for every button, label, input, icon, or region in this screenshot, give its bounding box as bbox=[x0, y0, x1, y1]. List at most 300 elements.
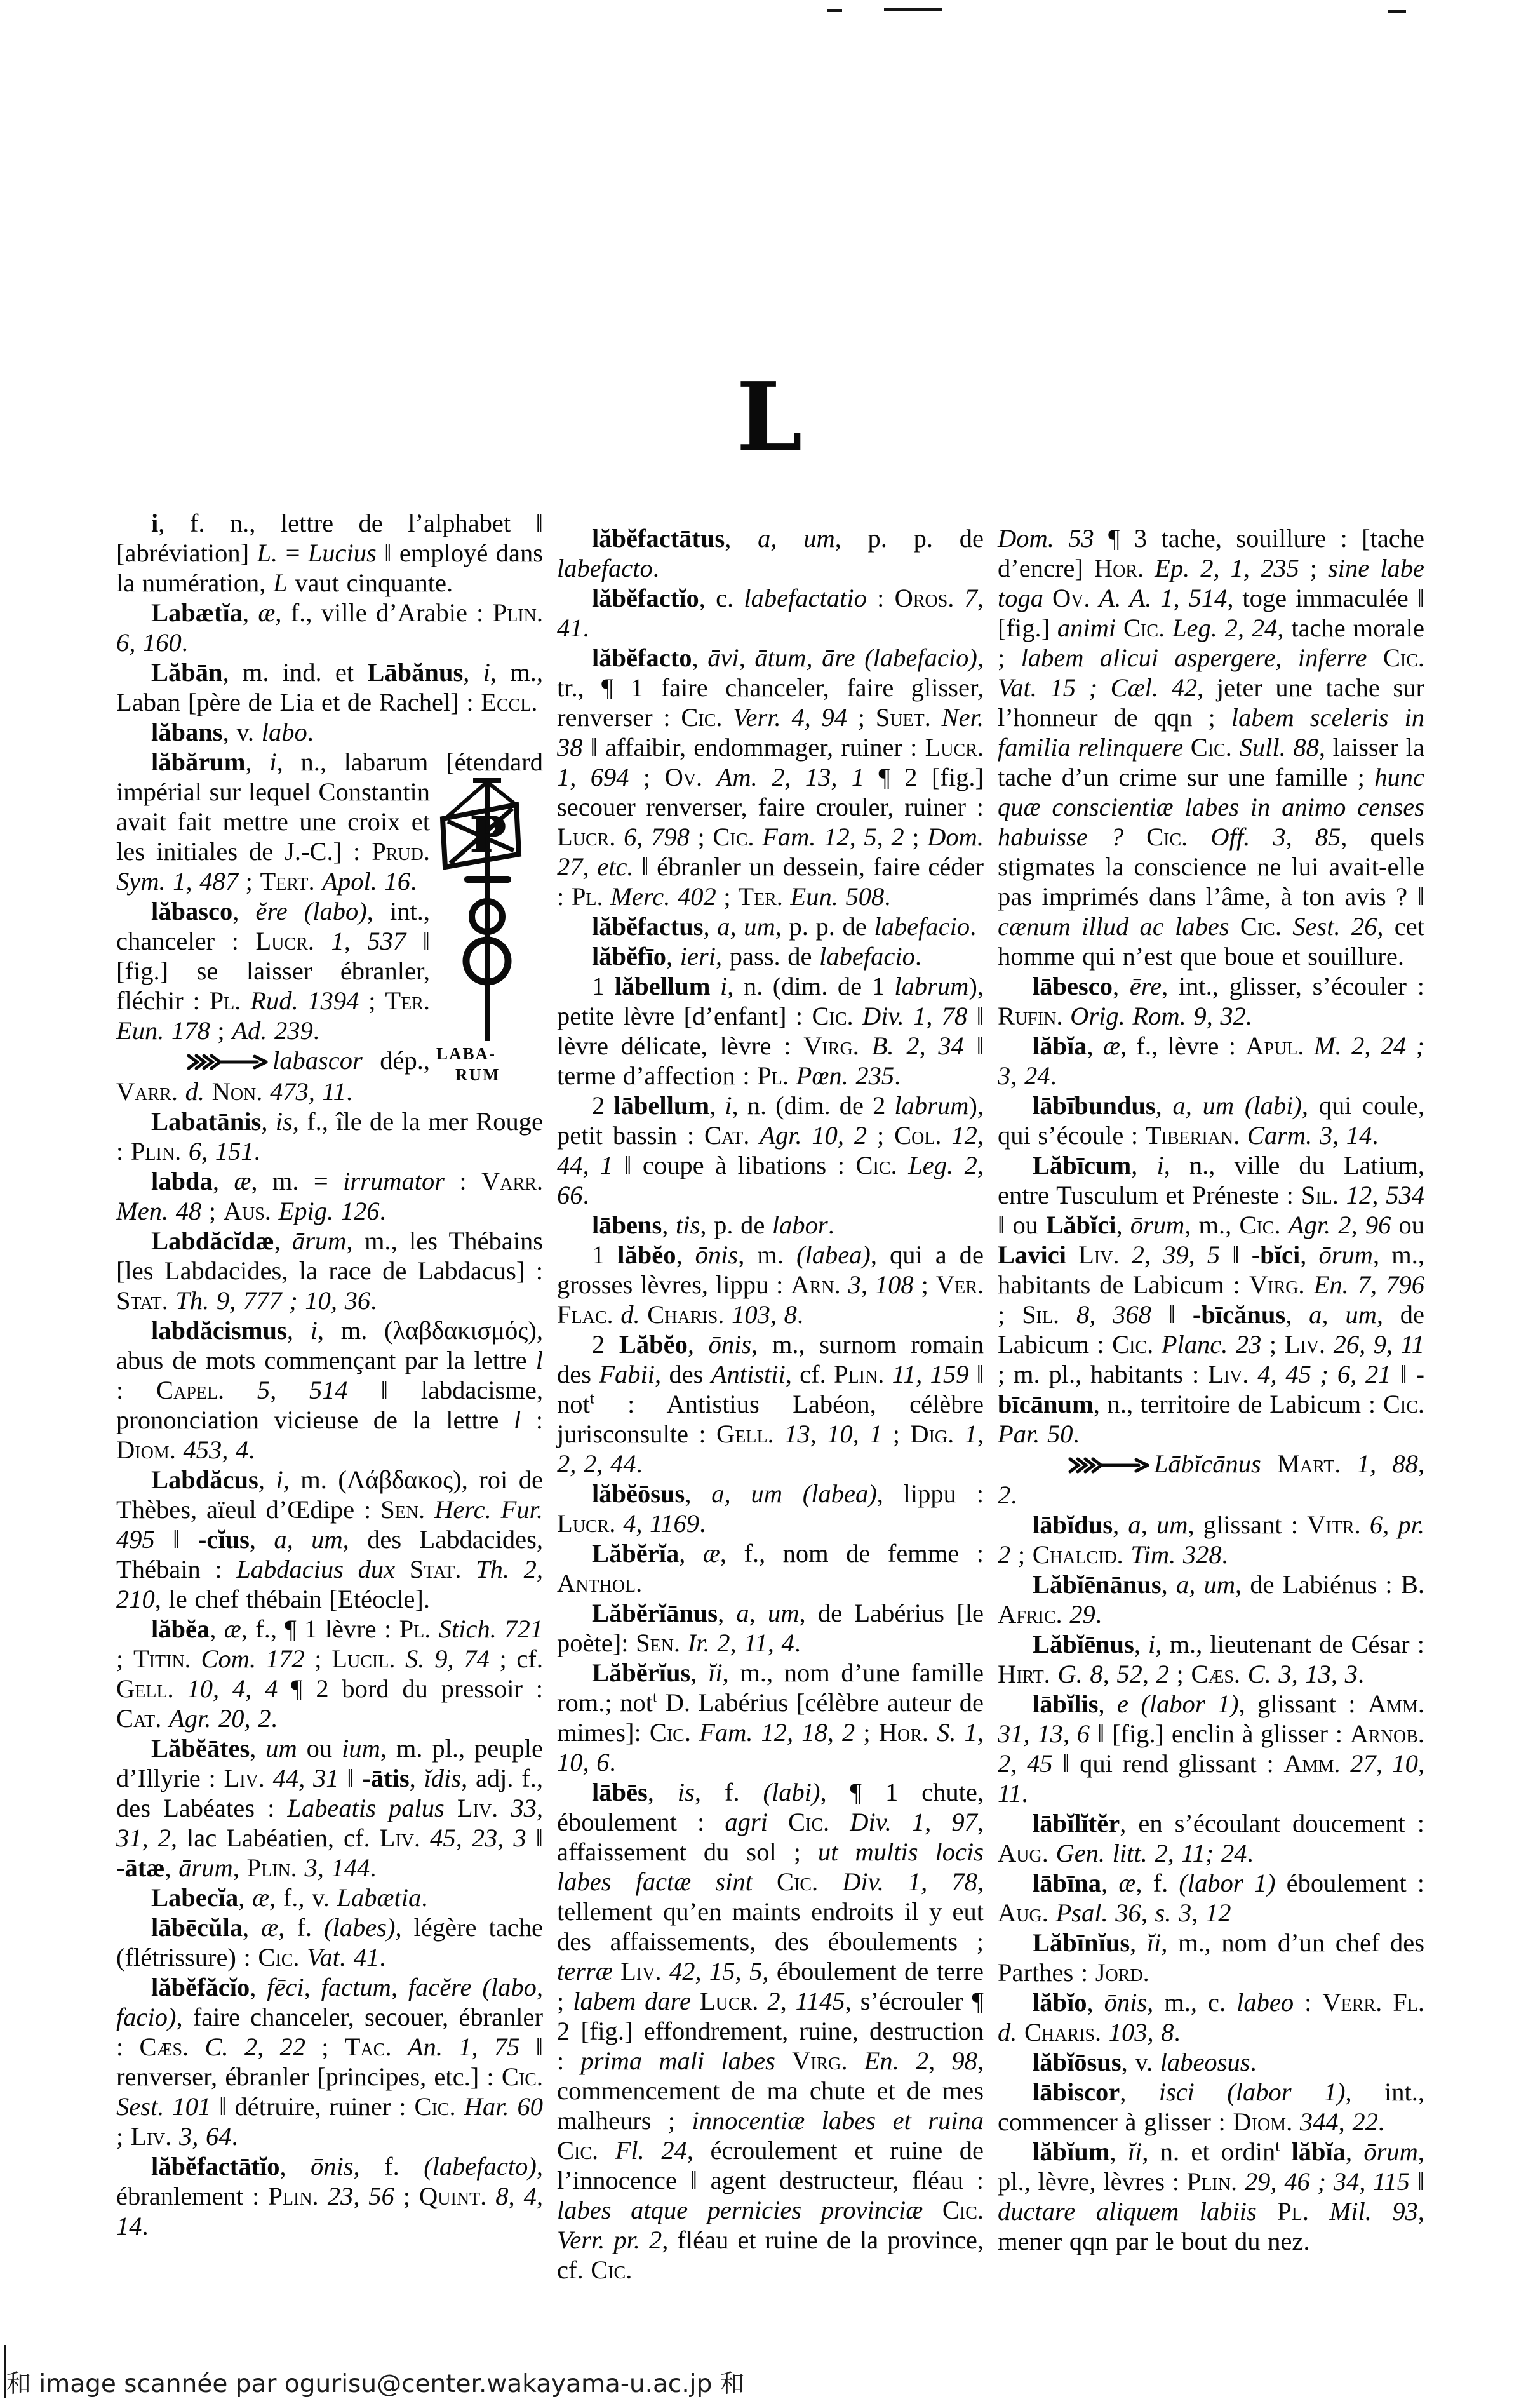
derived-form-arrow-icon bbox=[1033, 1450, 1150, 1480]
text-run bbox=[271, 1197, 279, 1225]
text-run bbox=[1237, 2167, 1245, 2196]
text-run: , glissant : bbox=[1188, 1510, 1308, 1539]
text-run bbox=[1361, 1510, 1370, 1539]
text-run: Mil. 93 bbox=[1329, 2197, 1418, 2226]
text-run: L. bbox=[257, 539, 278, 567]
text-run: , affaissement du sol ; bbox=[557, 1808, 984, 1866]
text-run: hunc quæ conscientiæ labes in animo censes habuisse ? bbox=[998, 763, 1424, 851]
text-run: 1, 88, 2 bbox=[998, 1449, 1425, 1509]
text-run: Com. 172 bbox=[201, 1644, 305, 1673]
text-run bbox=[775, 2046, 792, 2075]
text-run: , int., chanceler : bbox=[116, 897, 430, 955]
text-run bbox=[300, 1943, 307, 1972]
text-run: æ bbox=[261, 1913, 279, 1942]
text-run: Pl. bbox=[571, 882, 603, 911]
text-run bbox=[1240, 1660, 1248, 1688]
text-run: , bbox=[725, 524, 758, 553]
text-run bbox=[854, 1002, 862, 1030]
text-run: ōnis bbox=[695, 1240, 739, 1269]
text-run: Ep. 2, 1, 235 bbox=[1155, 554, 1299, 582]
dictionary-entry bbox=[998, 1150, 1424, 1449]
text-run bbox=[723, 703, 733, 732]
text-run: , lippu : bbox=[876, 1479, 984, 1508]
text-run bbox=[204, 1077, 212, 1106]
text-run: ōnis bbox=[1104, 1988, 1148, 2017]
text-run: , m., les Thébains [les Labdacides, la race de Labdacus] : bbox=[116, 1227, 544, 1285]
text-run bbox=[1341, 1449, 1357, 1478]
text-run: ĭi bbox=[708, 1658, 723, 1687]
text-run: Lucr. bbox=[557, 1509, 616, 1538]
text-run: tis bbox=[676, 1211, 700, 1239]
text-run: , m., Laban [père de Lia et de Rachel] : bbox=[116, 658, 544, 716]
text-run: , bbox=[250, 1734, 266, 1763]
text-run: lăbĕfactātus bbox=[592, 524, 725, 553]
text-run: a, um bbox=[717, 912, 775, 941]
text-run bbox=[1341, 1749, 1351, 1778]
text-run: , bbox=[279, 2152, 311, 2181]
text-run: 2, 39, 5 bbox=[1131, 1240, 1221, 1269]
text-run: Pœn. 235 bbox=[796, 1061, 895, 1090]
text-run bbox=[897, 1151, 909, 1179]
text-run bbox=[662, 1957, 669, 1986]
text-run bbox=[1229, 912, 1240, 941]
text-run: 31, 13, 6 bbox=[998, 1719, 1090, 1748]
text-run bbox=[392, 2033, 408, 2061]
text-run: , des Labdacides, Thébain : bbox=[116, 1525, 544, 1583]
text-run: Gell. bbox=[116, 1674, 174, 1703]
text-run: , c. bbox=[699, 584, 744, 612]
text-run: 27, 10, 11 bbox=[998, 1749, 1425, 1808]
text-run: i bbox=[1148, 1630, 1156, 1658]
text-run: 12, 534 bbox=[1346, 1181, 1425, 1209]
text-run: Div. 1, 97 bbox=[850, 1808, 977, 1836]
text-run: , de Labérius [le poète]: bbox=[557, 1599, 984, 1657]
dictionary-entry bbox=[998, 1091, 1424, 1150]
text-run: a, um (labi) bbox=[1172, 1091, 1302, 1120]
text-run: Th. 9, 777 ; 10, 36 bbox=[175, 1286, 371, 1315]
text-run: 473, 11 bbox=[270, 1077, 347, 1106]
text-run: (labea) bbox=[796, 1240, 871, 1269]
text-run bbox=[1281, 1211, 1289, 1239]
text-run: Fl. 24 bbox=[615, 2136, 687, 2165]
text-run: labeo bbox=[1236, 1988, 1294, 2017]
text-run: . bbox=[794, 1629, 801, 1657]
text-run: Cæs. bbox=[139, 2033, 189, 2061]
text-run: ĕre (labo) bbox=[255, 897, 367, 925]
text-run: a, um bbox=[274, 1525, 343, 1554]
text-run: . bbox=[699, 1509, 706, 1538]
text-run: , m., bbox=[1184, 1211, 1240, 1239]
text-run: . bbox=[1010, 1481, 1017, 1509]
dictionary-entry bbox=[116, 1226, 543, 1315]
text-run: . bbox=[582, 614, 589, 642]
text-run: Constantin avait fait mettre une croix et les initiales de J.-C.] : bbox=[116, 777, 430, 866]
text-run: , m., habitants de Labicum : bbox=[998, 1240, 1425, 1299]
text-run: lăbĭōsus bbox=[1033, 2048, 1122, 2076]
text-run: Am. 2, 13, 1 bbox=[716, 763, 865, 791]
text-run: 453, 4 bbox=[183, 1435, 249, 1464]
text-run: Capel. bbox=[156, 1376, 225, 1404]
text-run: D. Labérius [célèbre auteur de mimes]: bbox=[557, 1688, 984, 1747]
text-run: . bbox=[248, 1435, 255, 1464]
text-run: : bbox=[866, 584, 895, 612]
scan-credit-footer: 和 image scannée par ogurisu@center.wakayama-u.ac.jp 和 bbox=[6, 2370, 745, 2398]
text-run: Rud. 1394 bbox=[250, 986, 359, 1015]
text-run: ), petite lèvre [d’enfant] : bbox=[557, 972, 984, 1030]
text-run: . bbox=[307, 718, 314, 746]
text-run: (labefacto) bbox=[424, 2152, 537, 2181]
text-run bbox=[1304, 1032, 1314, 1060]
dictionary-entry bbox=[557, 1658, 984, 1777]
text-run: 26, 9, 11 bbox=[1333, 1330, 1425, 1359]
text-run: , bbox=[647, 1778, 678, 1806]
text-run: um bbox=[265, 1734, 297, 1763]
text-run: lābĭlĭtĕr bbox=[1033, 1809, 1120, 1838]
text-run: Orig. Rom. 9, 32. bbox=[1070, 1002, 1252, 1030]
text-run: Liv. bbox=[1284, 1330, 1326, 1359]
text-run bbox=[640, 1300, 648, 1329]
text-run: 1, 537 bbox=[331, 927, 406, 955]
column-2 bbox=[557, 508, 984, 2285]
text-run: Dom. 27, etc. bbox=[557, 823, 984, 881]
text-run: Cæs. bbox=[1191, 1660, 1241, 1688]
text-run: ‖ coupe à libations : bbox=[613, 1151, 856, 1179]
text-run: Planc. 23 bbox=[1161, 1330, 1262, 1359]
text-run: Fam. 12, 18, 2 bbox=[699, 1718, 855, 1747]
dictionary-entry bbox=[116, 1315, 543, 1465]
text-run: Chalcid. bbox=[1032, 1540, 1123, 1569]
text-run: Agr. 20, 2 bbox=[168, 1704, 271, 1733]
text-run: Aus. bbox=[223, 1197, 271, 1225]
text-run bbox=[1165, 614, 1172, 642]
text-run: , bbox=[690, 1658, 709, 1687]
text-run: ōrum bbox=[1363, 2137, 1418, 2166]
text-run: Fam. 12, 5, 2 bbox=[762, 823, 904, 851]
text-run: Cic. bbox=[787, 1808, 830, 1836]
text-run: Lăbīnĭus bbox=[1033, 1928, 1130, 1957]
text-run: prima mali labes bbox=[580, 2046, 775, 2075]
text-run: Cic. bbox=[942, 2196, 984, 2224]
text-run: ; bbox=[116, 2122, 131, 2151]
text-run: 12, 44, 1 bbox=[557, 1121, 984, 1179]
text-run: , bbox=[1134, 1630, 1149, 1658]
text-run: ), petit bassin : bbox=[557, 1091, 984, 1150]
text-run: , f. bbox=[278, 1913, 324, 1942]
text-run: , bbox=[1120, 2078, 1159, 2106]
text-run: . bbox=[379, 1943, 386, 1972]
text-run: , légère tache (flétrissure) : bbox=[116, 1913, 543, 1972]
column-3 bbox=[998, 508, 1424, 2285]
text-run: Labætia bbox=[337, 1883, 422, 1912]
text-run: , m. ind. et bbox=[222, 658, 368, 687]
text-run: , bbox=[666, 942, 680, 971]
text-run: Cic. bbox=[1112, 1330, 1154, 1359]
text-run: , toge immaculée ‖ [fig.] bbox=[998, 584, 1424, 642]
dictionary-entry bbox=[116, 717, 543, 747]
text-run: , bbox=[274, 1227, 292, 1255]
text-run: Plin. bbox=[268, 2182, 319, 2210]
text-run: , m. = bbox=[251, 1167, 344, 1195]
text-run bbox=[486, 2182, 495, 2210]
text-run: An. 1, 75 bbox=[407, 2033, 520, 2061]
text-run: Labeatis palus bbox=[287, 1794, 445, 1822]
text-run bbox=[262, 1077, 270, 1106]
text-run: éboulement : bbox=[1275, 1869, 1425, 1897]
text-run: , lac Labéatien, cf. bbox=[170, 1824, 380, 1852]
text-run: Prud. bbox=[372, 837, 430, 866]
text-run: Ad. 239 bbox=[232, 1016, 313, 1045]
text-run: , bbox=[250, 1973, 267, 2001]
text-run: , f. bbox=[353, 2152, 424, 2181]
text-run: æ bbox=[234, 1167, 251, 1195]
text-run: Cic. bbox=[501, 2062, 543, 2091]
text-run: -bĭci bbox=[1251, 1240, 1301, 1269]
text-run: Agr. 2, 96 bbox=[1288, 1211, 1391, 1239]
text-run: ārum bbox=[178, 1853, 233, 1882]
text-run: , tellement qu’en maints endroits il y eut des affaissements, des éboulements ; bbox=[557, 1867, 984, 1956]
text-run: Cic. bbox=[681, 703, 723, 732]
text-run: . bbox=[1221, 1540, 1228, 1569]
text-run: Stat. bbox=[116, 1286, 168, 1315]
text-run: Aug. bbox=[998, 1839, 1048, 1867]
text-run: 1, 694 bbox=[557, 763, 629, 791]
text-run: Sest. 26 bbox=[1292, 912, 1377, 941]
text-run bbox=[1249, 1360, 1257, 1388]
text-run: t bbox=[589, 1390, 594, 1408]
text-run: , qui a de grosses lèvres, lippu : bbox=[557, 1240, 984, 1299]
text-run bbox=[1050, 1660, 1058, 1688]
text-run: B. 2, 34 bbox=[871, 1032, 964, 1060]
text-run: Merc. 402 bbox=[610, 882, 716, 911]
text-run: S. 1, 10, 6 bbox=[557, 1718, 984, 1777]
text-run: . bbox=[421, 1883, 428, 1912]
text-run bbox=[768, 1808, 788, 1836]
text-run: ou bbox=[297, 1734, 342, 1763]
text-run: , mener qqn par le bout du nez. bbox=[998, 2197, 1425, 2255]
text-run: , bbox=[1285, 1300, 1309, 1329]
text-run bbox=[758, 1987, 767, 2015]
figure-caption-line: LABA- bbox=[436, 1044, 497, 1063]
text-run: Cic. bbox=[591, 2255, 633, 2284]
text-run: Charis. bbox=[647, 1300, 725, 1329]
text-run: Liv. bbox=[620, 1957, 662, 1986]
text-run: Cat. bbox=[704, 1121, 750, 1150]
text-run: ‖ labdacisme, prononciation vicieuse de la lettre bbox=[116, 1376, 543, 1434]
text-run: Lucil. bbox=[331, 1644, 396, 1673]
text-run: æ bbox=[258, 598, 276, 627]
text-run: , glissant : bbox=[1238, 1690, 1368, 1718]
text-run: lābēcŭla bbox=[151, 1913, 243, 1942]
text-run: lăbĕo bbox=[617, 1240, 676, 1269]
text-run: Div. 1, 78 bbox=[842, 1867, 977, 1896]
text-run bbox=[1048, 1839, 1056, 1867]
text-run: Div. 1, 78 bbox=[862, 1002, 968, 1030]
text-run: ‖ ébranler un dessein, faire céder : bbox=[557, 852, 984, 911]
text-run: Vitr. bbox=[1307, 1510, 1361, 1539]
text-run: 4, 45 ; 6, 21 bbox=[1257, 1360, 1391, 1388]
text-run: 1 bbox=[592, 972, 615, 1000]
dictionary-entry bbox=[998, 2077, 1424, 2137]
scan-artifact bbox=[884, 8, 942, 11]
dictionary-entry bbox=[998, 1629, 1424, 1689]
text-run: G. 8, 52, 2 bbox=[1057, 1660, 1169, 1688]
text-run: ōnis bbox=[311, 2152, 354, 2181]
text-run: Aug. bbox=[998, 1899, 1048, 1927]
text-run bbox=[168, 1286, 176, 1315]
text-run: Hor. bbox=[878, 1718, 929, 1747]
dictionary-entry bbox=[116, 1166, 543, 1226]
text-run: l bbox=[513, 1406, 521, 1434]
text-run: Ov. bbox=[1052, 584, 1090, 612]
text-run: lābĭlis bbox=[1033, 1690, 1099, 1718]
text-run: , bbox=[703, 912, 718, 941]
text-run: . bbox=[1357, 1660, 1365, 1688]
text-run bbox=[1153, 1330, 1162, 1359]
text-run: 3, 64 bbox=[178, 2122, 232, 2151]
text-run: 11, 159 bbox=[892, 1360, 969, 1388]
text-run bbox=[1305, 1270, 1314, 1299]
dictionary-entry bbox=[998, 1031, 1424, 1091]
text-run: innocentiæ labes et ruina bbox=[692, 2106, 984, 2135]
text-run: : bbox=[1294, 1988, 1323, 2017]
text-run: Sen. bbox=[636, 1629, 681, 1657]
text-run: Ov. bbox=[664, 763, 703, 791]
text-run: , en s’écoulant doucement : bbox=[1120, 1809, 1424, 1838]
text-run: ‖ détruire, ruiner : bbox=[211, 2092, 415, 2121]
text-run: æ bbox=[252, 1883, 270, 1912]
dictionary-entry bbox=[116, 1912, 543, 1972]
text-run: 1 bbox=[592, 1240, 618, 1269]
text-run: Liv. bbox=[1078, 1240, 1120, 1269]
text-run: Labdăcĭdæ bbox=[151, 1227, 274, 1255]
text-run: i bbox=[720, 972, 728, 1000]
text-run bbox=[431, 1615, 438, 1643]
text-run bbox=[818, 1867, 842, 1896]
text-run bbox=[789, 1061, 796, 1090]
text-run: is bbox=[677, 1778, 695, 1806]
text-run bbox=[498, 1794, 511, 1822]
text-run: labdăcismus bbox=[151, 1316, 287, 1345]
text-run: Plin. bbox=[130, 1137, 182, 1166]
text-run: Pl. bbox=[399, 1615, 431, 1643]
dictionary-entry bbox=[998, 1868, 1424, 1928]
text-run: Non. bbox=[211, 1077, 263, 1106]
text-run: , commencement de ma chute et de mes malheurs ; bbox=[557, 2046, 984, 2135]
text-run: Th. 2, 210 bbox=[116, 1555, 544, 1613]
text-run: ; m. pl., habitants : bbox=[998, 1360, 1208, 1388]
text-run: ‖ employé dans la numération, bbox=[116, 539, 543, 597]
text-run: labeosus bbox=[1160, 2048, 1250, 2076]
text-run: ‖ qui rend glissant : bbox=[1052, 1749, 1284, 1778]
text-run: , bbox=[1113, 972, 1130, 1000]
text-run: Cic. bbox=[1240, 912, 1282, 941]
dictionary-entry bbox=[998, 2137, 1424, 2256]
text-run: Apul. bbox=[1245, 1032, 1304, 1060]
text-run: , pass. de bbox=[716, 942, 820, 971]
text-run: Hirt. bbox=[998, 1660, 1050, 1688]
text-run: a, um (labea) bbox=[711, 1479, 877, 1508]
text-run: Amm. bbox=[1283, 1749, 1341, 1778]
text-run bbox=[598, 2136, 615, 2165]
text-run: Ter. bbox=[385, 986, 430, 1015]
dictionary-entry bbox=[116, 657, 543, 717]
text-run: labor bbox=[772, 1211, 828, 1239]
text-run: 33, 31, 2 bbox=[116, 1794, 544, 1852]
dictionary-entry bbox=[998, 1987, 1424, 2047]
text-run: , bbox=[1346, 2137, 1364, 2166]
text-run bbox=[161, 1704, 169, 1733]
dictionary-entry bbox=[557, 1538, 984, 1598]
text-run: ōrum bbox=[1130, 1211, 1185, 1239]
text-run: . bbox=[652, 554, 659, 582]
text-run: Cic. bbox=[855, 1151, 897, 1179]
text-run: , bbox=[676, 1240, 695, 1269]
text-run bbox=[1240, 1121, 1247, 1150]
text-run: . bbox=[231, 2122, 238, 2151]
text-run: 13, 10, 1 bbox=[784, 1420, 883, 1448]
text-run: , éboulement de terre ; bbox=[557, 1957, 984, 2015]
text-run: Gen. litt. 2, 11; 24 bbox=[1055, 1839, 1247, 1867]
text-run: 2, 1145 bbox=[767, 1987, 845, 2015]
text-run: , bbox=[1161, 1570, 1176, 1599]
text-run: , bbox=[164, 1853, 179, 1882]
text-run: Lucr. bbox=[557, 823, 616, 851]
text-run: L bbox=[273, 568, 288, 597]
text-run: , tr., ¶ 1 faire chanceler, faire glisser, renverser : bbox=[557, 643, 984, 732]
text-run: 8, 4, 14 bbox=[116, 2182, 544, 2240]
text-run bbox=[178, 1077, 185, 1106]
text-run: (labor 1) bbox=[1179, 1869, 1276, 1897]
text-run: ou bbox=[1391, 1211, 1424, 1239]
text-run bbox=[171, 2122, 179, 2151]
text-run bbox=[753, 1867, 777, 1896]
text-run: ‖ bbox=[526, 1824, 543, 1852]
text-run: lăbĕfacto bbox=[592, 643, 692, 672]
text-run bbox=[1292, 2107, 1300, 2136]
text-run bbox=[931, 703, 942, 732]
text-run: ‖ bbox=[1409, 2167, 1425, 2196]
text-run: lābīna bbox=[1033, 1869, 1102, 1897]
text-run: , m. bbox=[738, 1240, 796, 1269]
text-run: 6, 160 bbox=[116, 628, 182, 657]
text-run: Lăbĕrĭānus bbox=[592, 1599, 718, 1627]
text-run: -ātis bbox=[362, 1764, 410, 1792]
text-run: , f. bbox=[1135, 1869, 1179, 1897]
text-run: , bbox=[1116, 1211, 1130, 1239]
text-run bbox=[1257, 2197, 1278, 2226]
text-run: Anthol. bbox=[557, 1569, 643, 1597]
text-run: 2 bbox=[592, 1091, 614, 1120]
dictionary-entry bbox=[557, 1091, 984, 1210]
text-run bbox=[1123, 1540, 1131, 1569]
text-run: 2, 45 bbox=[998, 1749, 1053, 1778]
text-run: Cic. bbox=[1383, 643, 1425, 672]
text-run bbox=[613, 1957, 620, 1986]
text-run: lăbĕfactātĭo bbox=[151, 2152, 280, 2181]
dictionary-entry bbox=[557, 911, 984, 941]
text-run: , f., île de la mer Rouge : bbox=[116, 1107, 544, 1166]
text-run: labem alicui aspergere, inferre bbox=[1021, 643, 1367, 672]
text-run: lăbans bbox=[151, 718, 223, 746]
text-run bbox=[395, 1644, 405, 1673]
text-run: Plin. bbox=[492, 598, 543, 627]
text-run: ; bbox=[882, 1420, 911, 1448]
text-run: 44, 31 bbox=[272, 1764, 339, 1792]
text-run: , tache morale ; bbox=[998, 614, 1425, 672]
text-run bbox=[241, 986, 250, 1015]
text-run: , bbox=[245, 748, 270, 776]
text-run: lăbasco bbox=[151, 897, 233, 925]
